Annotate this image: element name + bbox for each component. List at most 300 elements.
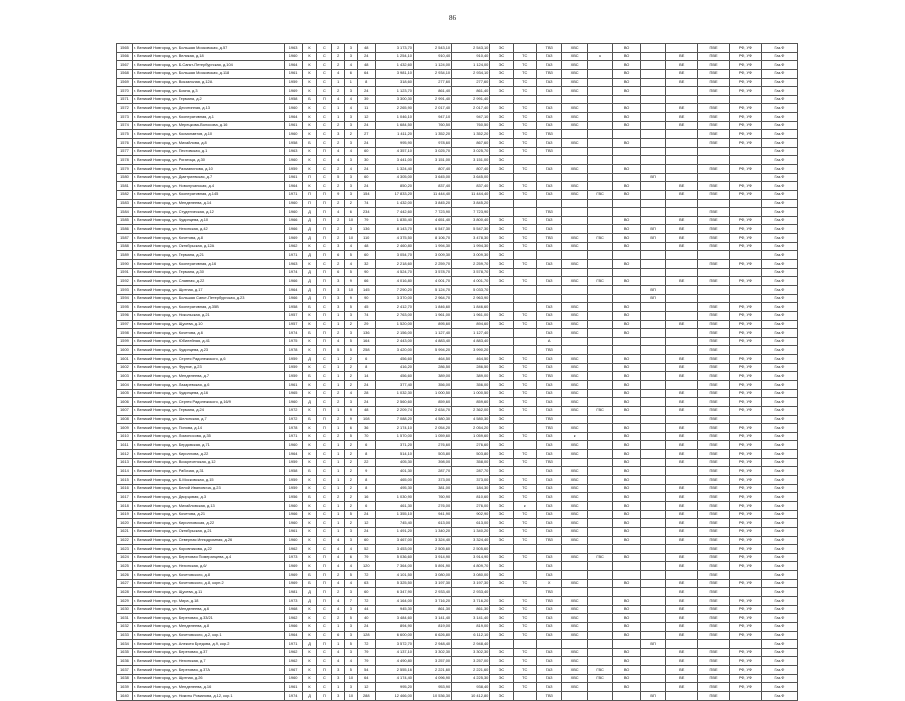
table-cell: ТВЗ <box>536 692 561 701</box>
table-cell: С <box>317 674 332 683</box>
table-row <box>117 285 798 294</box>
table-cell: 24 <box>357 121 375 130</box>
table-cell: ВЕ <box>666 484 698 493</box>
table-cell: РФ, УФ <box>729 78 761 87</box>
table-cell <box>640 139 665 148</box>
table-cell <box>587 337 612 346</box>
table-cell: ВО <box>613 458 641 467</box>
table-cell: 2 <box>345 380 358 389</box>
table-row <box>117 139 798 148</box>
table-cell: К <box>302 156 317 165</box>
table-cell <box>640 78 665 87</box>
table-cell: 1618 <box>117 501 133 510</box>
table-cell: 1961 <box>284 380 302 389</box>
table-cell: ПВЕ <box>698 87 730 96</box>
table-cell: 456,60 <box>375 355 413 364</box>
table-cell: ВЕ <box>666 78 698 87</box>
table-cell: 514,10 <box>375 450 413 459</box>
table-cell <box>666 44 698 53</box>
table-cell: 1956 <box>284 493 302 502</box>
table-cell: 10 <box>345 234 358 243</box>
table-cell <box>513 337 536 346</box>
table-cell: 1962 <box>284 545 302 554</box>
table-cell: РФ, УФ <box>729 553 761 562</box>
table-cell: 1 684,50 <box>375 121 413 130</box>
table-cell <box>587 182 612 191</box>
table-cell: 8 <box>357 476 375 485</box>
table-cell <box>536 199 561 208</box>
table-cell: РФ, УФ <box>729 484 761 493</box>
table-cell: ХВС <box>562 406 587 415</box>
table-cell: 1599 <box>117 337 133 346</box>
table-cell: 4 <box>345 545 358 554</box>
table-cell <box>513 692 536 701</box>
table-cell: 1603 <box>117 372 133 381</box>
table-row <box>117 234 798 243</box>
table-cell: ТС <box>513 182 536 191</box>
table-cell: 358,00 <box>452 458 490 467</box>
table-cell: 6 <box>332 251 345 260</box>
address-cell: г. Великий Новгород, ул. Нехинская, д.42 <box>132 225 284 234</box>
table-cell: 60 <box>357 536 375 545</box>
table-cell: 5 <box>345 614 358 623</box>
table-row <box>117 69 798 78</box>
table-cell: Газ.Ф <box>761 199 797 208</box>
table-cell: 760,90 <box>413 493 451 502</box>
table-cell: К <box>302 242 317 251</box>
table-cell: 1633 <box>117 631 133 640</box>
table-cell: П <box>317 666 332 675</box>
table-cell: ТС <box>513 260 536 269</box>
address-cell: г. Великий Новгород, ул. Береговая, д.33/21 <box>132 614 284 623</box>
table-cell <box>513 294 536 303</box>
table-cell: 4 580,30 <box>452 415 490 424</box>
table-cell: 4 <box>345 260 358 269</box>
table-cell: 24 <box>357 510 375 519</box>
table-cell: 2 <box>345 493 358 502</box>
table-row <box>117 458 798 467</box>
address-cell: г. Великий Новгород, ул. Космонавтов, д.10 <box>132 130 284 139</box>
table-cell: ГАЗ <box>536 190 561 199</box>
address-cell: г. Великий Новгород, ул. Новолучанская, д.4 <box>132 182 284 191</box>
table-cell: Д <box>302 597 317 606</box>
table-cell: ГАЗ <box>536 519 561 528</box>
table-cell: 6 <box>345 208 358 217</box>
table-cell: 4 <box>345 389 358 398</box>
table-cell: ГАЗ <box>536 450 561 459</box>
table-cell: ХВС <box>562 52 587 61</box>
table-cell: 4 096,90 <box>413 674 451 683</box>
table-cell: 10 <box>345 692 358 701</box>
table-cell: П <box>317 225 332 234</box>
table-cell: ХВС <box>562 424 587 433</box>
table-cell: Д <box>302 588 317 597</box>
table-cell: С <box>317 398 332 407</box>
table-cell: 12 <box>357 519 375 528</box>
table-cell: 1 491,20 <box>375 527 413 536</box>
table-cell: ХВС <box>562 139 587 148</box>
table-row <box>117 588 798 597</box>
table-cell: 1620 <box>117 519 133 528</box>
table-cell: 1960 <box>284 52 302 61</box>
table-cell: 60 <box>357 251 375 260</box>
table-cell: К <box>302 501 317 510</box>
table-cell: К <box>302 346 317 355</box>
table-cell: Газ.Ф <box>761 380 797 389</box>
table-cell <box>513 95 536 104</box>
address-cell: г. Великий Новгород, ул. Михайловская, д.13 <box>132 501 284 510</box>
table-cell: С <box>317 527 332 536</box>
table-cell <box>698 173 730 182</box>
table-cell <box>640 208 665 217</box>
address-cell: г. Великий Новгород, ул. Менделеева, д.7 <box>132 372 284 381</box>
table-cell: Газ.Ф <box>761 493 797 502</box>
table-cell: ВЕ <box>666 622 698 631</box>
table-cell: 1 352,20 <box>413 130 451 139</box>
table-cell: ПВЕ <box>698 441 730 450</box>
table-cell: ЭС <box>490 579 513 588</box>
table-cell: 3 <box>345 52 358 61</box>
table-row <box>117 303 798 312</box>
table-cell: к <box>513 501 536 510</box>
table-cell: 1960 <box>284 156 302 165</box>
table-cell: ПВЕ <box>698 130 730 139</box>
table-cell: ВО <box>613 320 641 329</box>
table-cell: 1961 <box>284 527 302 536</box>
table-row <box>117 545 798 554</box>
table-cell: 1962 <box>284 648 302 657</box>
table-cell: РФ, УФ <box>729 527 761 536</box>
table-cell: 3 420,00 <box>375 346 413 355</box>
table-cell: 276,00 <box>413 501 451 510</box>
table-cell: ЭС <box>490 666 513 675</box>
table-cell: 356,00 <box>452 380 490 389</box>
table-cell <box>562 216 587 225</box>
table-cell: 3 <box>345 87 358 96</box>
table-cell: 3 <box>345 648 358 657</box>
table-cell: 11 444,40 <box>452 190 490 199</box>
table-cell: ГАЗ <box>536 493 561 502</box>
table-cell: Газ.Ф <box>761 562 797 571</box>
table-cell: 8 <box>357 363 375 372</box>
table-cell <box>698 199 730 208</box>
table-cell: ТС <box>513 579 536 588</box>
table-cell <box>640 441 665 450</box>
table-cell: 3 141,40 <box>413 614 451 623</box>
table-cell: Д <box>302 251 317 260</box>
table-cell <box>587 95 612 104</box>
table-cell <box>640 182 665 191</box>
table-cell <box>562 95 587 104</box>
table-cell: Газ.Ф <box>761 173 797 182</box>
table-cell <box>587 648 612 657</box>
table-cell: Газ.Ф <box>761 225 797 234</box>
table-cell <box>613 588 641 597</box>
table-cell <box>640 113 665 122</box>
table-cell: 1573 <box>117 113 133 122</box>
address-cell: г. Великий Новгород, ул. Белой Ивановича, д.23 <box>132 484 284 493</box>
table-cell: ПВЕ <box>698 121 730 130</box>
table-cell: ХВС <box>562 519 587 528</box>
table-cell: ПВЕ <box>698 622 730 631</box>
table-cell: П <box>317 268 332 277</box>
table-cell: 6 <box>357 441 375 450</box>
table-cell: 5 <box>345 303 358 312</box>
table-row <box>117 415 798 424</box>
table-cell: Газ.Ф <box>761 285 797 294</box>
table-cell: 1964 <box>284 113 302 122</box>
table-cell: ТС <box>513 631 536 640</box>
table-cell: 1 846,60 <box>452 303 490 312</box>
table-cell: ВЕ <box>666 519 698 528</box>
table-cell: ПВЕ <box>698 190 730 199</box>
table-cell: РФ, УФ <box>729 216 761 225</box>
table-cell: ВО <box>613 484 641 493</box>
table-cell: 1608 <box>117 415 133 424</box>
address-cell: г. Великий Новгород, ул. Менделеева, д.8 <box>132 622 284 631</box>
table-cell: Газ.Ф <box>761 588 797 597</box>
table-cell: 2 <box>332 61 345 70</box>
table-cell: 1606 <box>117 398 133 407</box>
table-cell: РФ, УФ <box>729 597 761 606</box>
table-cell: ВЕ <box>666 501 698 510</box>
table-cell: ВО <box>613 683 641 692</box>
table-cell: 4 <box>332 536 345 545</box>
table-cell <box>666 346 698 355</box>
table-cell: 1978 <box>284 346 302 355</box>
table-cell <box>513 424 536 433</box>
table-cell: 3 800,40 <box>452 216 490 225</box>
table-cell: 947,10 <box>413 113 451 122</box>
table-cell: 1579 <box>117 164 133 173</box>
table-cell: ГАЗ <box>536 311 561 320</box>
table-cell: 4 137,10 <box>375 648 413 657</box>
table-cell <box>490 346 513 355</box>
table-cell <box>536 640 561 649</box>
table-cell: Газ.Ф <box>761 406 797 415</box>
table-cell: С <box>317 545 332 554</box>
table-cell: Д <box>302 216 317 225</box>
table-cell: 10 536,30 <box>413 692 451 701</box>
table-cell: 3 <box>345 311 358 320</box>
table-cell: П <box>317 147 332 156</box>
table-cell: Газ.Ф <box>761 484 797 493</box>
table-row <box>117 666 798 675</box>
table-cell: ЭС <box>490 372 513 381</box>
table-cell: 258 <box>357 346 375 355</box>
table-cell <box>666 337 698 346</box>
table-cell: К <box>302 605 317 614</box>
table-cell <box>640 683 665 692</box>
table-cell <box>666 571 698 580</box>
table-cell: 416,20 <box>375 363 413 372</box>
table-cell: 3 <box>345 622 358 631</box>
address-cell: г. Великий Новгород, ул. Кочетова, д.8 <box>132 234 284 243</box>
table-cell: ЭС <box>490 234 513 243</box>
table-cell: ВО <box>613 501 641 510</box>
table-cell: 64 <box>357 69 375 78</box>
table-cell: 1978 <box>284 424 302 433</box>
table-cell: 1 000,50 <box>413 389 451 398</box>
table-cell: 4 <box>332 553 345 562</box>
table-cell: К <box>302 52 317 61</box>
table-cell: 995,90 <box>375 139 413 148</box>
table-cell: 60 <box>357 173 375 182</box>
table-cell: 495,30 <box>375 484 413 493</box>
table-cell: 4 101,50 <box>375 571 413 580</box>
table-cell: ВО <box>613 674 641 683</box>
table-cell: 4 <box>332 562 345 571</box>
table-cell: ПВЕ <box>698 458 730 467</box>
table-cell: 1 <box>332 424 345 433</box>
table-cell: ГВС <box>587 666 612 675</box>
table-cell: 8 <box>357 450 375 459</box>
table-cell: ХВС <box>562 329 587 338</box>
table-cell: ТС <box>513 553 536 562</box>
table-cell <box>587 199 612 208</box>
table-cell <box>640 52 665 61</box>
table-cell: ЭС <box>490 78 513 87</box>
table-cell: ГАЗ <box>536 562 561 571</box>
table-cell: 3 <box>345 398 358 407</box>
table-row <box>117 406 798 415</box>
table-cell: 1967 <box>284 666 302 675</box>
table-cell: 1958 <box>284 139 302 148</box>
table-cell: 1969 <box>284 579 302 588</box>
table-cell: РФ, УФ <box>729 562 761 571</box>
table-cell <box>587 527 612 536</box>
table-cell <box>640 588 665 597</box>
table-cell: С <box>317 648 332 657</box>
table-cell: П <box>302 199 317 208</box>
table-cell: 4 <box>345 95 358 104</box>
table-cell: 4 <box>332 579 345 588</box>
table-cell: 1609 <box>117 424 133 433</box>
table-cell: С <box>317 173 332 182</box>
table-cell: ПВЕ <box>698 164 730 173</box>
table-cell: 24 <box>357 87 375 96</box>
table-row <box>117 242 798 251</box>
table-cell: 1626 <box>117 571 133 580</box>
table-cell: Газ.Ф <box>761 622 797 631</box>
table-cell: 2 174,10 <box>375 424 413 433</box>
table-row <box>117 260 798 269</box>
table-cell: Газ.Ф <box>761 605 797 614</box>
table-cell: ПВЕ <box>698 519 730 528</box>
table-cell: С <box>317 458 332 467</box>
table-cell <box>613 337 641 346</box>
table-cell <box>587 415 612 424</box>
table-cell: 861,40 <box>413 87 451 96</box>
table-cell: 2 <box>332 415 345 424</box>
table-cell: ХВС <box>562 380 587 389</box>
table-cell: ХВС <box>562 69 587 78</box>
table-cell: К <box>302 648 317 657</box>
table-row <box>117 216 798 225</box>
table-row <box>117 398 798 407</box>
table-cell: 5 <box>345 571 358 580</box>
address-cell: г. Великий Новгород, ул. Кооперативная, д.16 <box>132 260 284 269</box>
table-cell: С <box>317 389 332 398</box>
table-cell: С <box>317 510 332 519</box>
table-cell: ГВС <box>587 553 612 562</box>
table-cell: ВЕ <box>666 450 698 459</box>
table-cell: ПВЕ <box>698 216 730 225</box>
table-cell: ТС <box>513 683 536 692</box>
table-cell: ВО <box>613 666 641 675</box>
table-row <box>117 657 798 666</box>
table-cell <box>640 501 665 510</box>
table-row <box>117 510 798 519</box>
table-cell: 5 994,20 <box>413 346 451 355</box>
table-cell: Газ.Ф <box>761 372 797 381</box>
address-cell: г. Великий Новгород, ул. Северная Ипподромная, д.26 <box>132 536 284 545</box>
table-cell: 1 <box>332 450 345 459</box>
table-cell: ЭС <box>490 104 513 113</box>
table-cell: ХВС <box>562 493 587 502</box>
table-cell: 1574 <box>117 121 133 130</box>
table-cell: 79 <box>357 657 375 666</box>
table-cell: 3 <box>332 666 345 675</box>
table-cell: ГВС <box>587 190 612 199</box>
table-cell <box>587 605 612 614</box>
table-cell <box>613 251 641 260</box>
table-cell: 2 <box>332 389 345 398</box>
table-cell: ПВЕ <box>698 683 730 692</box>
table-cell: 276,60 <box>452 441 490 450</box>
table-cell: 1960 <box>284 519 302 528</box>
table-cell: ХВС <box>562 441 587 450</box>
table-cell: 2 221,60 <box>413 666 451 675</box>
table-cell: РФ, УФ <box>729 61 761 70</box>
table-cell <box>587 424 612 433</box>
table-cell: ХВС <box>562 303 587 312</box>
table-row <box>117 61 798 70</box>
table-cell: ЭС <box>490 683 513 692</box>
address-cell: г. Великий Новгород, ул. Октябрьская, д.12А <box>132 242 284 251</box>
table-cell: 5 547,30 <box>452 225 490 234</box>
table-cell: 1621 <box>117 527 133 536</box>
table-cell: ТС <box>513 234 536 243</box>
table-cell: ХВС <box>562 484 587 493</box>
table-cell: 938,40 <box>452 683 490 692</box>
table-cell: 4 <box>345 657 358 666</box>
table-cell: С <box>317 380 332 389</box>
table-row <box>117 190 798 199</box>
table-cell <box>513 285 536 294</box>
table-cell <box>698 95 730 104</box>
table-cell <box>640 199 665 208</box>
table-cell <box>613 692 641 701</box>
table-cell: К <box>302 147 317 156</box>
table-cell: ГАЗ <box>536 242 561 251</box>
table-cell: 5 <box>345 432 358 441</box>
table-cell: ВП <box>640 692 665 701</box>
table-cell: ВО <box>613 657 641 666</box>
table-cell: 72 <box>357 571 375 580</box>
table-cell: 3 845,20 <box>452 199 490 208</box>
table-cell: 3 572,70 <box>375 640 413 649</box>
table-cell: 1969 <box>284 234 302 243</box>
table-cell: 1605 <box>117 389 133 398</box>
table-cell: Б <box>302 579 317 588</box>
table-cell: РФ, УФ <box>729 164 761 173</box>
table-cell: 24 <box>357 398 375 407</box>
table-cell: 12 <box>357 683 375 692</box>
table-row <box>117 501 798 510</box>
table-cell <box>587 692 612 701</box>
table-cell: С <box>317 432 332 441</box>
